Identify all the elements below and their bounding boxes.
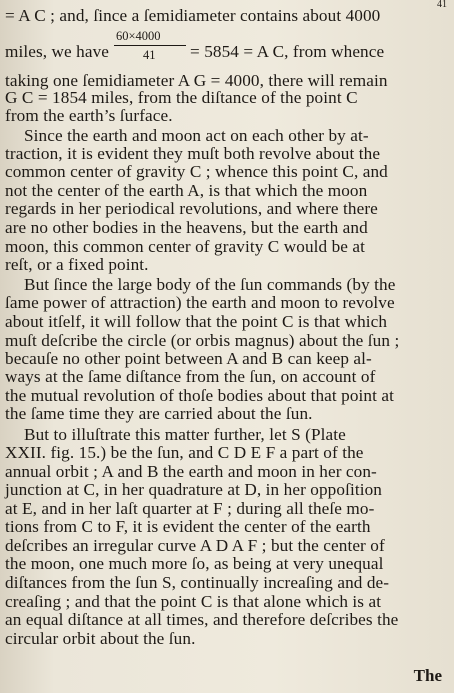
superscript-41: 41 [437,0,447,10]
text-line-10: regards in her periodical revolutions, and where there [5,199,378,218]
text-line-27: tions from C to F, it is evident the center of the earth [5,517,371,536]
text-line-25: junction at C, in her quadrature at D, in her oppoſition [5,480,382,499]
text-line-9: not the center of the earth A, is that which the moon [5,181,368,200]
text-line-2a: miles, we have [5,42,110,61]
text-line-18: becauſe no other point between A and B can keep al- [5,349,372,368]
text-line-1: = A C ; and, ſince a ſemidiameter contains about 4000 [5,6,381,25]
text-line-22: But to illuſtrate this matter further, let S (Plate [24,425,346,444]
text-line-8: common center of gravity C ; whence this point C, and [5,162,388,181]
text-line-28: deſcribes an irregular curve A D A F ; but the center of [5,536,385,555]
text-line-3: taking one ſemidiameter A G = 4000, there will remain [5,71,388,90]
text-line-6: Since the earth and moon act on each other by at- [24,126,369,145]
text-line-16: about itſelf, it will follow that the point C is that which [5,312,388,331]
fraction-numerator: 60×4000 [116,29,161,43]
text-line-26: at E, and in her laſt quarter at F ; during all theſe mo- [5,499,375,518]
text-line-5: from the earth’s ſurface. [5,106,173,125]
fraction-bar [114,45,186,46]
text-line-7: traction, it is evident they muſt both revolve about the [5,144,381,163]
text-line-19: ways at the ſame diſtance from the ſun, on account of [5,367,376,386]
text-line-21: the ſame time they are carried about the ſun. [5,404,313,423]
text-line-30: diſtances from the ſun S, continually increaſing and de- [5,573,390,592]
text-line-31: creaſing ; and that the point C is that alone which is at [5,592,382,611]
text-line-4: G C = 1854 miles, from the diſtance of the point C [5,88,358,107]
text-line-17: muſt deſcribe the circle (or orbis magnus) about the ſun ; [5,331,400,350]
text-line-29: the moon, one much more ſo, as being at very unequal [5,554,384,573]
text-line-33: circular orbit about the ſun. [5,629,196,648]
text-line-20: the mutual revolution of thoſe bodies about that point at [5,386,395,405]
text-line-15: ſame power of attraction) the earth and moon to revolve [5,293,395,312]
text-line-11: are no other bodies in the heavens, but the earth and [5,218,368,237]
catchword: The [413,666,442,685]
text-line-2b: = 5854 = A C, from whence [190,42,385,61]
fraction-denominator: 41 [143,48,156,62]
text-line-23: XXII. fig. 15.) be the ſun, and C D E F a part of the [5,443,364,462]
text-line-12: moon, this common center of gravity C would be at [5,237,366,256]
text-line-24: annual orbit ; A and B the earth and moon in her con- [5,462,377,481]
text-line-32: an equal diſtance at all times, and therefore deſcribes the [5,610,399,629]
text-line-14: But ſince the large body of the ſun commands (by the [24,275,396,294]
text-line-13: reſt, or a fixed point. [5,255,149,274]
